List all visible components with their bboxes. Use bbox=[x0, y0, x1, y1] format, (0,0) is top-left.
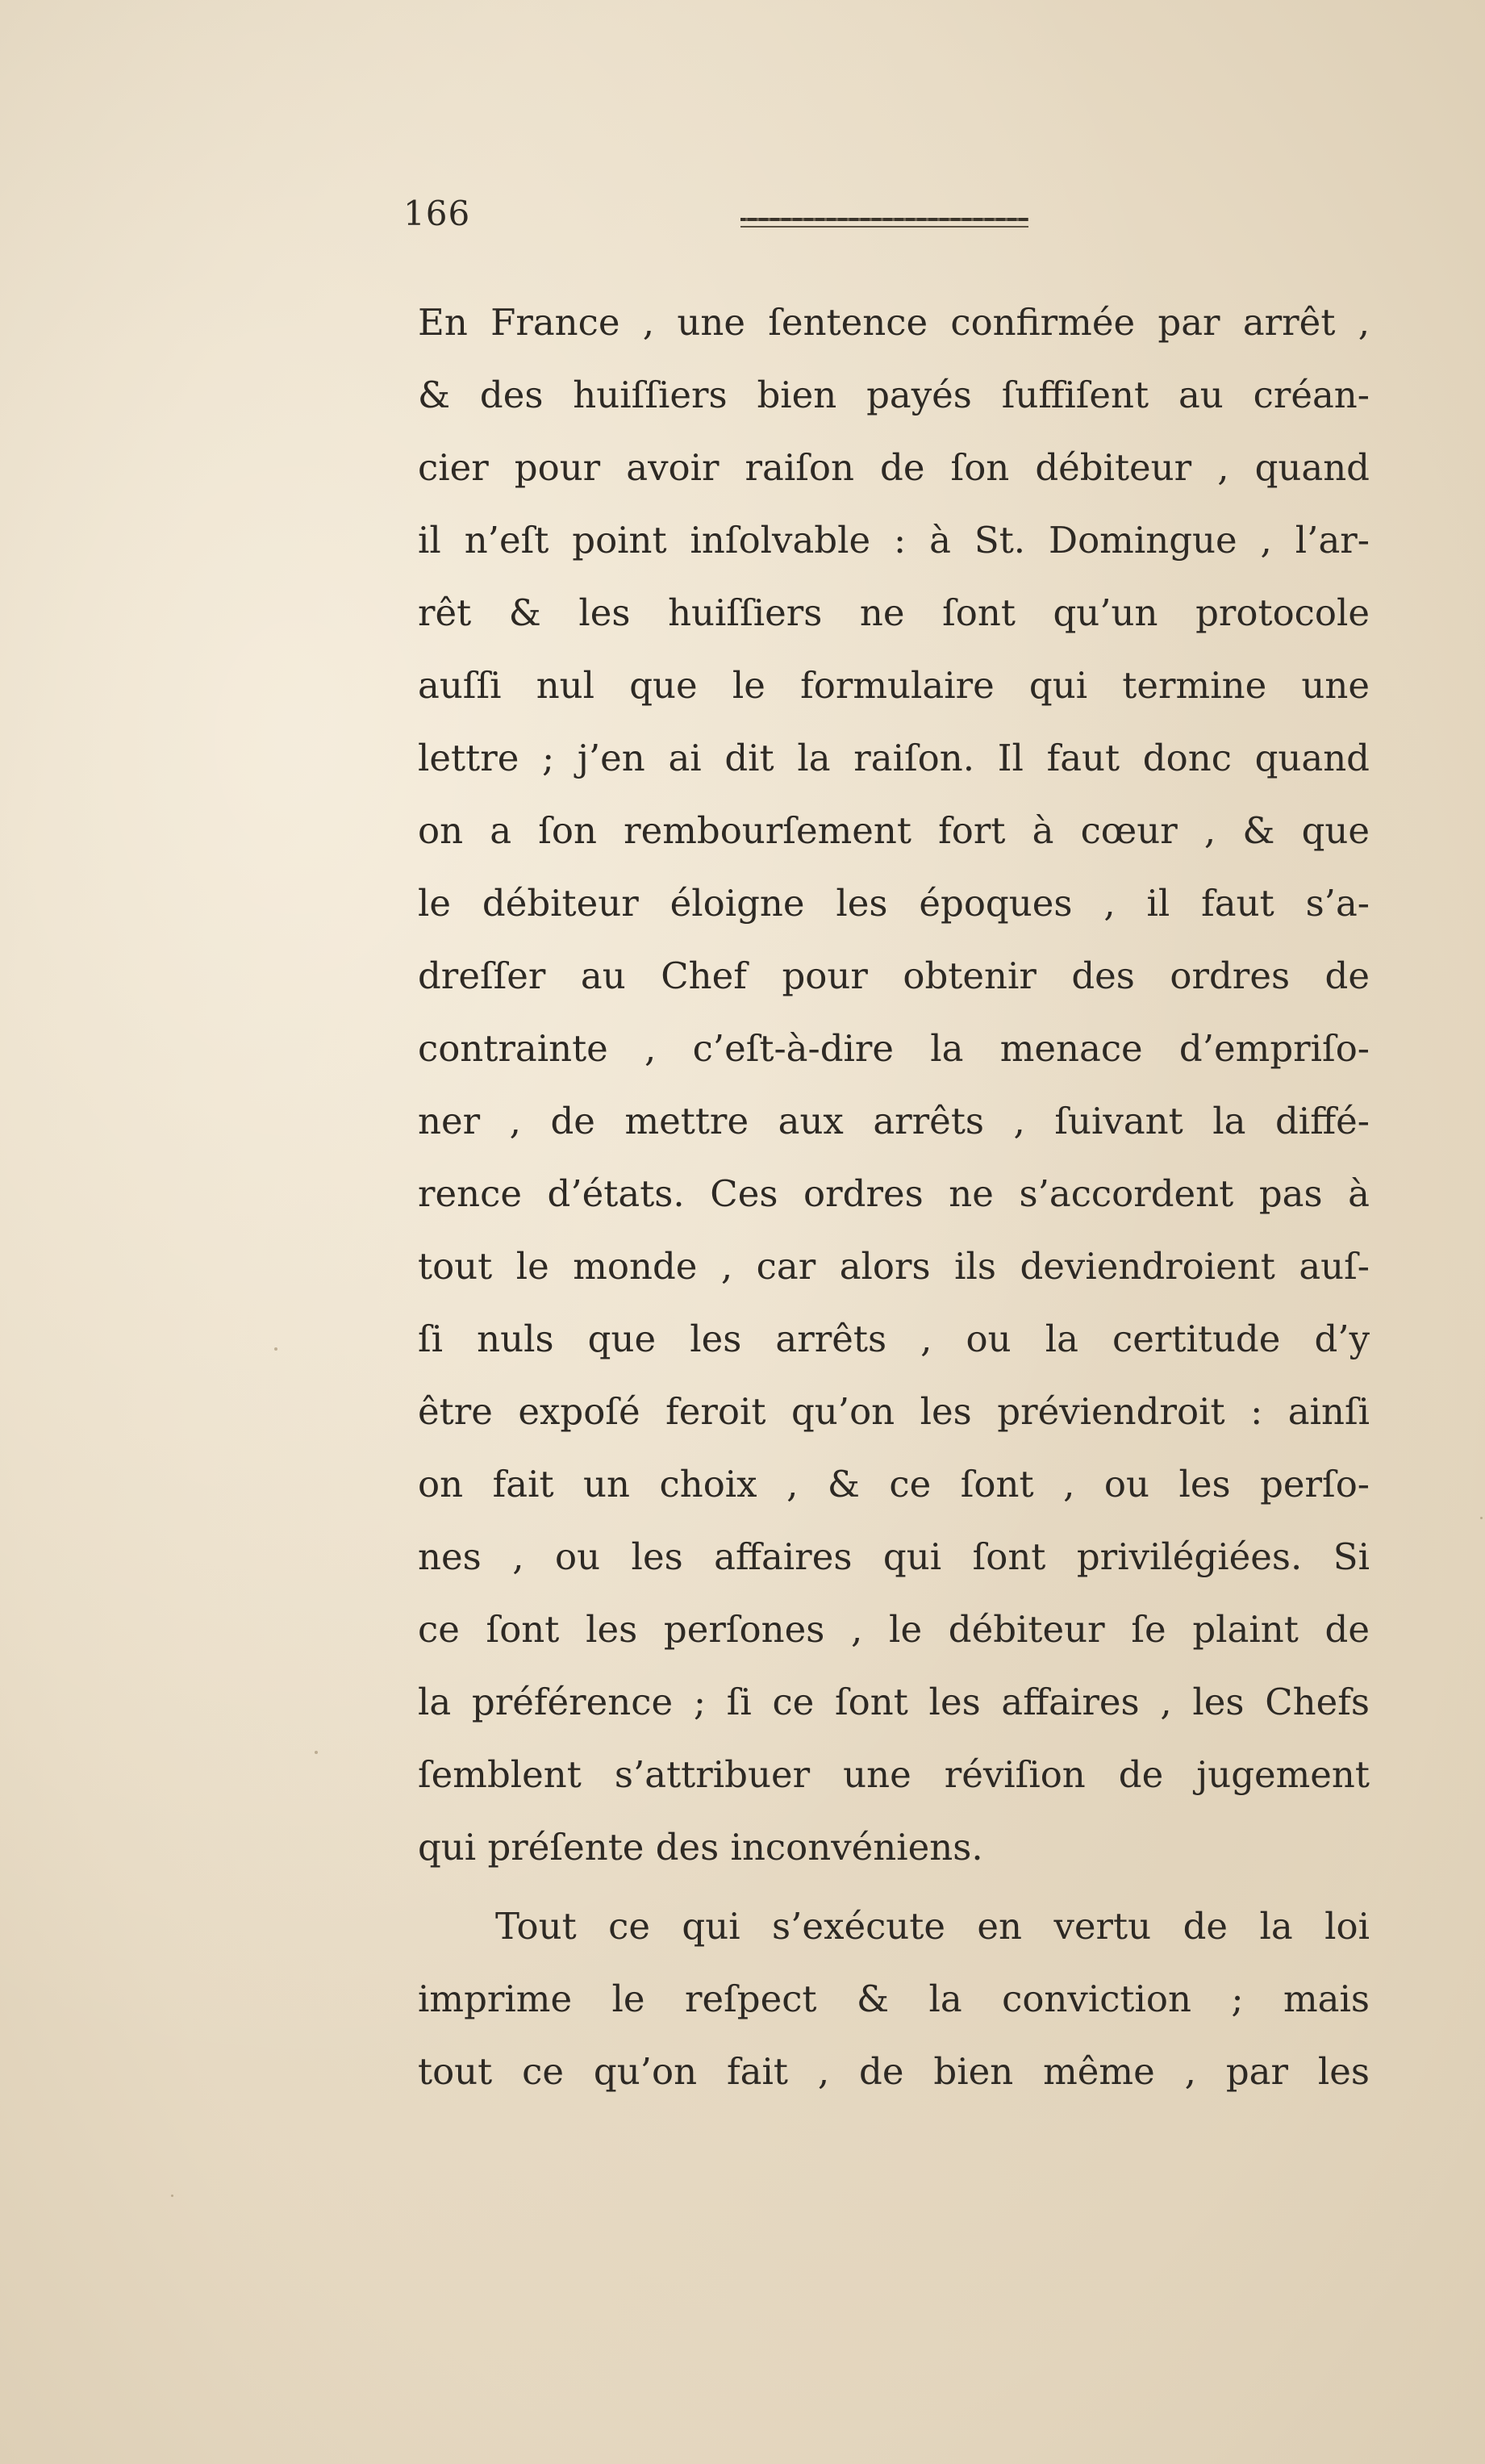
text-line: tout ce qu’on fait , de bien même , par les bbox=[418, 2050, 1370, 2093]
paper-speck bbox=[171, 2195, 173, 2197]
text-line: rêt & les huiſſiers ne ſont qu’un protocole bbox=[418, 591, 1370, 634]
text-line: cier pour avoir raiſon de ſon débiteur , quand bbox=[418, 446, 1370, 489]
text-line: nes , ou les affaires qui ſont privilégiées. Si bbox=[418, 1535, 1370, 1578]
text-line: être expoſé feroit qu’on les préviendroit : ainſi bbox=[418, 1390, 1370, 1433]
text-line: on fait un choix , & ce ſont , ou les perſo- bbox=[418, 1463, 1370, 1506]
paragraph-1 bbox=[418, 286, 1370, 1884]
paragraph-gap bbox=[418, 1884, 1370, 1890]
text-line: ner , de mettre aux arrêts , ſuivant la diffé- bbox=[418, 1100, 1370, 1142]
text-line: la préférence ; ſi ce ſont les affaires , les Chefs bbox=[418, 1681, 1370, 1723]
paper-speck bbox=[1480, 1517, 1483, 1519]
text-line: il n’eſt point inſolvable : à St. Domingue , l’ar- bbox=[418, 519, 1370, 562]
text-line: En France , une ſentence confirmée par arrêt , bbox=[418, 301, 1370, 344]
text-line: ſi nuls que les arrêts , ou la certitude d’y bbox=[418, 1318, 1370, 1360]
paper-speck bbox=[274, 1347, 277, 1351]
header-ornament-rule-thin bbox=[740, 226, 1028, 228]
text-line: rence d’états. Ces ordres ne s’accordent pas à bbox=[418, 1172, 1370, 1215]
page-number: 166 bbox=[403, 194, 471, 233]
paragraph-2 bbox=[418, 1890, 1370, 2108]
header-ornament-rule bbox=[740, 218, 1028, 221]
text-line: le débiteur éloigne les époques , il faut s’a- bbox=[418, 882, 1370, 925]
text-line: Tout ce qui s’exécute en vertu de la loi bbox=[495, 1905, 1370, 1948]
body-text bbox=[418, 286, 1370, 2108]
text-line: auſſi nul que le formulaire qui termine une bbox=[418, 664, 1370, 707]
text-line: lettre ; j’en ai dit la raiſon. Il faut donc quand bbox=[418, 737, 1370, 779]
text-line: dreſſer au Chef pour obtenir des ordres de bbox=[418, 954, 1370, 997]
text-line: on a ſon rembourſement fort à cœur , & que bbox=[418, 809, 1370, 852]
text-line: ce ſont les perſones , le débiteur ſe plaint de bbox=[418, 1608, 1370, 1651]
page-header bbox=[403, 194, 1041, 242]
text-line: ſemblent s’attribuer une réviſion de jugement bbox=[418, 1753, 1370, 1796]
text-line: contrainte , c’eſt-à-dire la menace d’empriſo- bbox=[418, 1027, 1370, 1070]
text-line: tout le monde , car alors ils deviendroient auſ- bbox=[418, 1245, 1370, 1288]
text-line: imprime le reſpect & la conviction ; mais bbox=[418, 1977, 1370, 2020]
paper-speck bbox=[315, 1751, 318, 1754]
text-line: qui préſente des inconvéniens. bbox=[418, 1826, 983, 1869]
text-line: & des huiſſiers bien payés ſuffiſent au créan- bbox=[418, 374, 1370, 416]
